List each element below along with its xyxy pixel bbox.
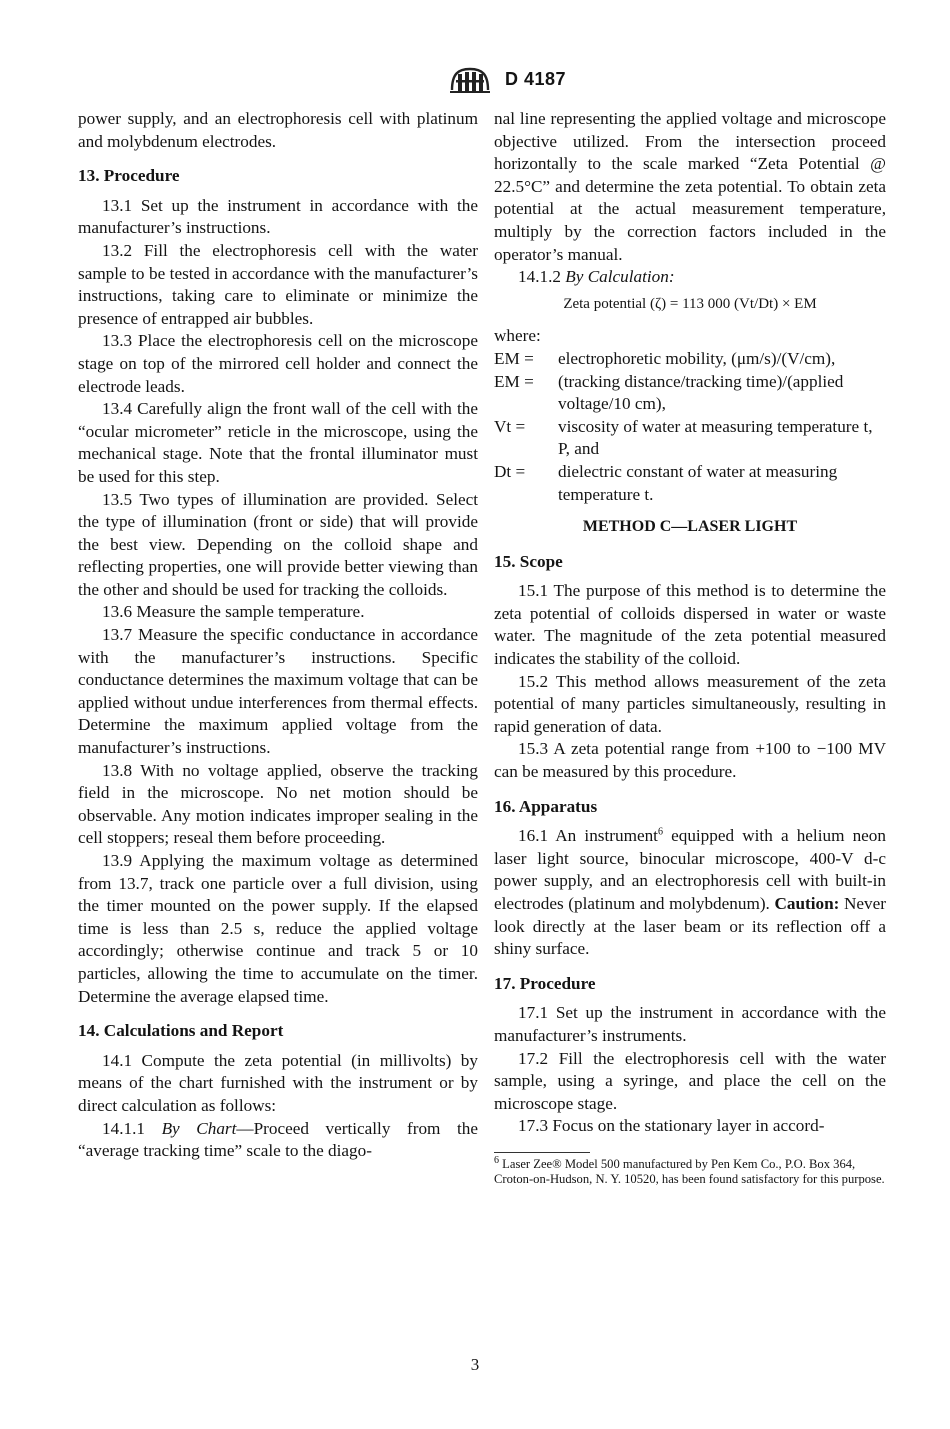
paragraph-13-9: 13.9 Applying the maximum voltage as determined from 13.7, track one particle over a full division, using the timer mounted on the power supply. If the elapsed time is less than 2.5 s, reduce the applied voltage accordingly; otherwise continue and track 5 or 10 particles, allowing the time to accumulate on the timer. Determine the average elapsed time. [78, 851, 478, 1006]
paragraph-17-2: 17.2 Fill the electrophoresis cell with the water sample, using a syringe, and place the cell on the microscope stage. [494, 1048, 886, 1113]
footnote-marker: 6 [494, 1154, 499, 1166]
definition-text: dielectric constant of water at measuring temperature t. [558, 461, 838, 504]
paragraph-13-4: 13.4 Carefully align the front wall of the cell with the “ocular micrometer” reticle in the microscope, using the mechanical stage. Note that the frontal illuminator must be used for this step. [78, 399, 478, 486]
paragraph-16-1-lead: 16.1 An instrument [518, 826, 658, 846]
paragraph-15-3: 15.3 A zeta potential range from +100 to −100 MV can be measured by this procedure. [494, 739, 886, 782]
paragraph-14-1-2 [494, 266, 886, 289]
right-column [494, 108, 886, 1187]
footnote-reference: 6 [657, 826, 663, 838]
footnote-6 [494, 1154, 886, 1187]
definition-text: electrophoretic mobility, (μm/s)/(V/cm), [558, 348, 836, 368]
paragraph-16-1 [494, 825, 886, 961]
astm-logo-icon [448, 66, 492, 96]
paragraph-13-7: 13.7 Measure the specific conductance in accordance with the manufacturer’s instructions. Specific conductance determines the maximum voltage that can be applied without undue interferences from thermal effects. Determine the maximum applied voltage from the manufacturer’s instructions. [78, 625, 478, 758]
left-column [78, 108, 478, 1163]
definition-text: (tracking distance/tracking time)/(applied voltage/10 cm), [558, 371, 844, 414]
definition-symbol: Dt = [494, 461, 526, 481]
paragraph-14-1-1-title: By Chart [161, 1118, 237, 1138]
paragraph-14-1: 14.1 Compute the zeta potential (in millivolts) by means of the chart furnished with the instrument or by direct calculation as follows: [78, 1050, 478, 1115]
paragraph-14-1-1 [78, 1118, 478, 1163]
page-number: 3 [470, 1355, 480, 1374]
paragraph-13-5: 13.5 Two types of illumination are provided. Select the type of illumination (front or side) that will provide the best view. Depending on the colloid shape and reflecting properties, one will provide better viewing than the other and should be used for tracking the colloids. [78, 489, 478, 599]
paragraph-16-1-caution-text: Never look directly at the laser beam or its reflection off a shiny surface. [494, 894, 886, 959]
standard-designation: D 4187 [505, 69, 567, 89]
where-label: where: [494, 326, 541, 346]
paragraph-13-3: 13.3 Place the electrophoresis cell on the microscope stage on top of the mirrored cell holder and connect the electrode leads. [78, 331, 478, 396]
definition-symbol: EM = [494, 371, 534, 391]
paragraph-14-1-2-title: By Calculation: [565, 267, 675, 287]
paragraph-17-3: 17.3 Focus on the stationary layer in accord- [518, 1116, 825, 1136]
definition-em-1 [494, 348, 886, 371]
paragraph-14-1-2-number: 14.1.2 [518, 267, 561, 287]
definition-symbol: Vt = [494, 416, 526, 436]
paragraph-14-1-1-text: —Proceed vertically from the “average tracking time” scale to the diago- [78, 1118, 478, 1161]
paragraph-16-1-body: equipped with a helium neon laser light source, binocular microscope, 400-V d-c power supply, and an electrophoresis cell with built-in electrodes (platinum and molybdenum). [494, 826, 886, 913]
footnote-divider [494, 1152, 590, 1153]
definition-text: viscosity of water at measuring temperature t, P, and [558, 416, 873, 459]
caution-label: Caution: [774, 894, 840, 913]
zeta-formula: Zeta potential (ζ) = 113 000 (Vt/Dt) × EM [563, 295, 817, 312]
section-15-heading: 15. Scope [494, 551, 563, 571]
paragraph-15-2: 15.2 This method allows measurement of the zeta potential of many particles simultaneously, resulting in rapid generation of data. [494, 671, 886, 736]
footnote-text: Laser Zee® Model 500 manufactured by Pen Kem Co., P.O. Box 364, Croton-on-Hudson, N. Y. 10520, has been found satisfactory for this purpose. [494, 1156, 885, 1186]
paragraph-13-2: 13.2 Fill the electrophoresis cell with the water sample to be tested in accordance with the manufacturer’s instructions, taking care to eliminate or minimize the presence of entrapped air bubbles. [78, 240, 478, 328]
definition-dt [494, 461, 886, 506]
section-14-heading: 14. Calculations and Report [78, 1021, 284, 1041]
section-17-heading: 17. Procedure [494, 973, 596, 993]
continued-paragraph: nal line representing the applied voltage and microscope objective utilized. From the intersection proceed horizontally to the scale marked “Zeta Potential @ 22.5°C” and determine the zeta potential. To obtain zeta potential at the actual measurement temperature, multiply by the correction factors included in the operator’s manual. [494, 109, 886, 264]
section-16-heading: 16. Apparatus [494, 796, 598, 816]
definition-symbol: EM = [494, 348, 534, 368]
paragraph-14-1-1-number: 14.1.1 [102, 1118, 145, 1138]
definition-em-2 [494, 371, 886, 416]
paragraph-15-1: 15.1 The purpose of this method is to determine the zeta potential of colloids dispersed in water or waste water. The magnitude of the zeta potential measured indicates the stability of the colloid. [494, 581, 886, 669]
paragraph-13-6: 13.6 Measure the sample temperature. [102, 602, 365, 622]
paragraph-17-1: 17.1 Set up the instrument in accordance with the manufacturer’s instruments. [494, 1003, 886, 1045]
section-13-heading: 13. Procedure [78, 166, 180, 186]
method-c-heading: METHOD C—LASER LIGHT [582, 518, 798, 536]
paragraph-13-1: 13.1 Set up the instrument in accordance with the manufacturer’s instructions. [78, 195, 478, 238]
definition-vt [494, 416, 886, 461]
intro-paragraph: power supply, and an electrophoresis cell with platinum and molybdenum electrodes. [78, 109, 478, 151]
paragraph-13-8: 13.8 With no voltage applied, observe the tracking field in the microscope. No net motion should be observable. Any motion indicates improper sealing in the cell stoppers; reseal them before proceeding. [78, 760, 478, 848]
page-header [0, 64, 950, 100]
